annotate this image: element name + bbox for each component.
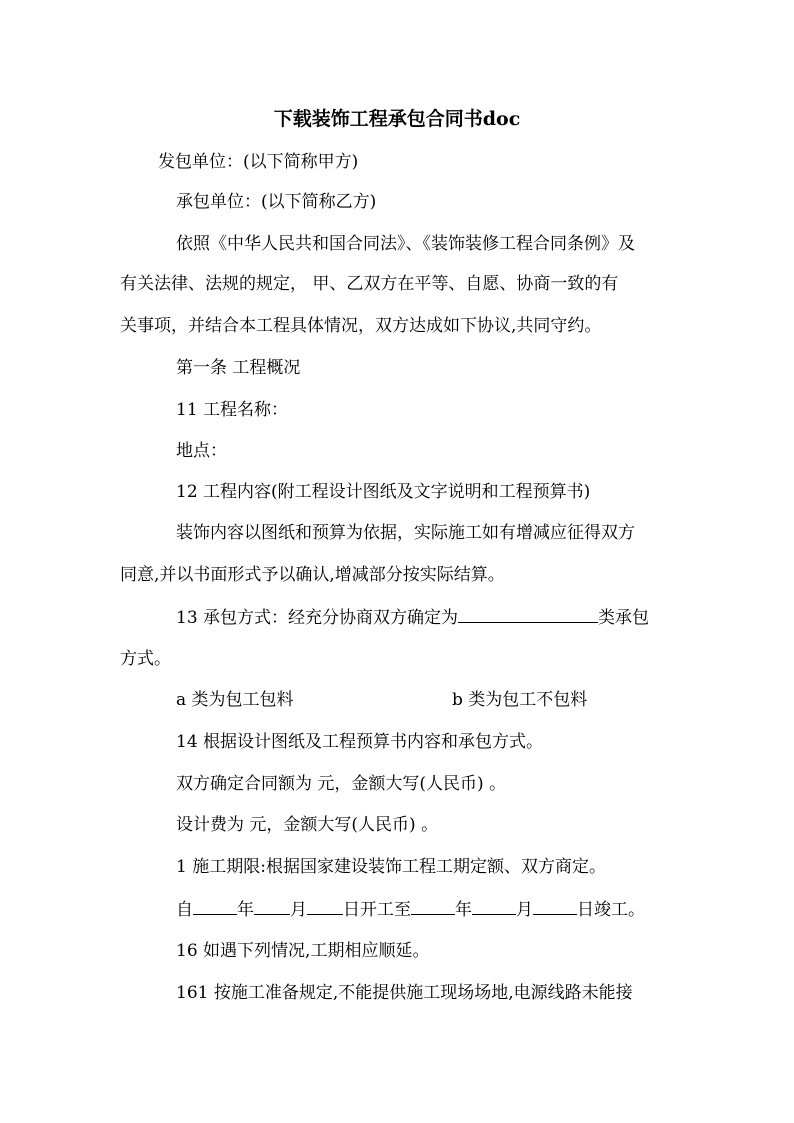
project-content-line: 12 工程内容(附工程设计图纸及文字说明和工程预算书)	[176, 482, 591, 502]
article-one-heading: 第一条 工程概况	[176, 358, 301, 378]
construction-period-line: 1 施工期限:根据国家建设装饰工程工期定额、双方商定。	[176, 857, 606, 877]
schedule-year-2: 年	[455, 900, 472, 920]
schedule-month-2: 月	[516, 900, 533, 920]
contract-method-line	[176, 605, 649, 630]
delay-conditions-line: 16 如遇下列情况,工期相应顺延。	[176, 941, 430, 961]
end-year-blank[interactable]	[411, 897, 455, 915]
start-day-blank[interactable]	[307, 897, 343, 915]
client-unit-line: 发包单位：(以下简称甲方)	[158, 152, 359, 172]
contract-amount-basis-line: 14 根据设计图纸及工程预算书内容和承包方式。	[176, 732, 544, 752]
end-day-blank[interactable]	[533, 897, 577, 915]
option-b: b 类为包工不包料	[452, 690, 588, 710]
start-month-blank[interactable]	[254, 897, 290, 915]
decoration-content-line-1: 装饰内容以图纸和预算为依据，实际施工如有增减应征得双方	[176, 523, 635, 543]
location-line: 地点：	[176, 441, 227, 461]
start-year-blank[interactable]	[193, 897, 237, 915]
basis-paragraph-line-1: 依照《中华人民共和国合同法》、《装饰装修工程合同条例》及	[176, 234, 635, 254]
design-fee-line: 设计费为 元，金额大写(人民币) 。	[176, 815, 439, 835]
schedule-line	[176, 897, 645, 922]
contract-method-blank[interactable]	[458, 605, 598, 623]
schedule-month-1: 月	[290, 900, 307, 920]
contract-method-prefix: 13 承包方式：经充分协商双方确定为	[176, 608, 459, 628]
decoration-content-line-2: 同意,并以书面形式予以确认,增减部分按实际结算。	[120, 565, 505, 585]
contract-amount-line: 双方确定合同额为 元，金额大写(人民币) 。	[176, 774, 507, 794]
contractor-unit-line: 承包单位：(以下简称乙方)	[176, 192, 377, 212]
basis-paragraph-line-3: 关事项，并结合本工程具体情况，双方达成如下协议,共同守约。	[120, 316, 602, 336]
basis-paragraph-line-2: 有关法律、法规的规定， 甲、乙双方在平等、自愿、协商一致的有	[120, 274, 619, 294]
schedule-end: 日竣工。	[577, 900, 645, 920]
end-month-blank[interactable]	[472, 897, 516, 915]
delay-condition-161-line: 161 按施工准备规定,不能提供施工现场场地,电源线路未能接	[176, 983, 633, 1003]
contract-method-continuation: 方式。	[120, 649, 171, 669]
project-name-line: 11 工程名称：	[176, 400, 289, 420]
schedule-year-1: 年	[237, 900, 254, 920]
schedule-start: 日开工至	[343, 900, 411, 920]
document-title: 下载装饰工程承包合同书doc	[273, 108, 521, 130]
option-a: a 类为包工包料	[176, 690, 294, 710]
contract-method-suffix: 类承包	[598, 608, 650, 628]
schedule-from: 自	[176, 900, 193, 920]
